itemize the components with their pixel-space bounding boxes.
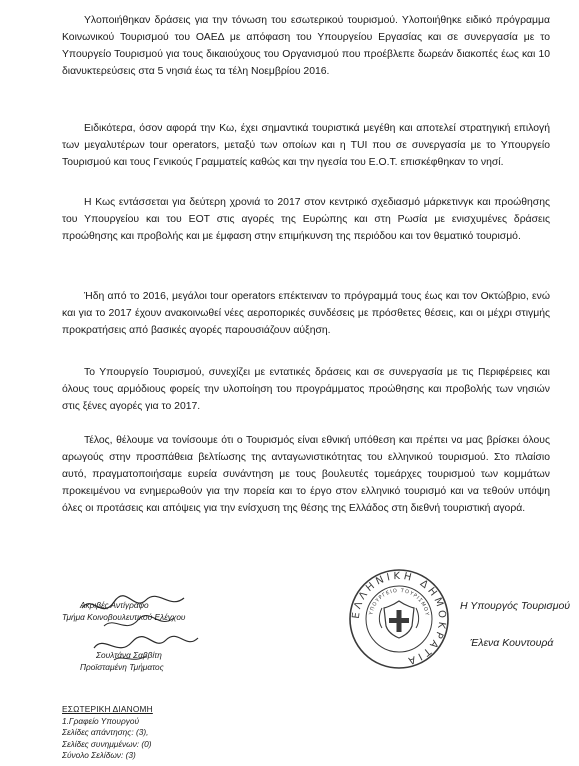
distribution-line: 1.Γραφείο Υπουργού xyxy=(62,715,140,726)
copy-cert-line4: Προϊσταμένη Τμήματος xyxy=(80,662,164,672)
stamp-outer-text: ΕΛΛΗΝΙΚΗ ΔΗΜΟΚΡΑΤΙΑ xyxy=(350,570,448,667)
distribution-line: Σελίδες απάντησης: (3), xyxy=(62,727,149,737)
stamp-inner-text: ΥΠΟΥΡΓΕΙΟ ΤΟΥΡΙΣΜΟΥ xyxy=(368,587,430,617)
paragraph-ministry-actions: Το Υπουργείο Τουρισμού, συνεχίζει με εντατικές δράσεις και σε συνεργασία με τις Περιφέρειες και όλους τους αρμόδιους φορείς την υλοποίηση του προγράμματος προώθησης και προβολής των νησιών στις ξένες αγορές για το 2017. xyxy=(62,367,550,412)
copy-cert-line1: Ακριβές Αντίγραφο xyxy=(80,600,149,610)
paragraph-kos: Ειδικότερα, όσον αφορά την Κω, έχει σημαντικά τουριστικά μεγέθη και αποτελεί στρατηγική επιλογή των μεγαλυτέρων tour operators, μεταξύ των οποίων και η TUI που σε συνεργασία με το Υπουργείο Τουρισμού και τους Γενικούς Γραμματείς καθώς και την ηγεσία του Ε.Ο.Τ. επισκέφθηκαν το νησί. xyxy=(62,123,550,168)
paragraph-kos-2017: Η Κως εντάσσεται για δεύτερη χρονιά το 2017 στον κεντρικό σχεδιασμό μάρκετινγκ και προώθησης του Υπουργείου και του ΕΟΤ στις αγορές της Ευρώπης και στη Ρωσία με ενισχυμένες δράσεις προώθησης και προβολής και με έμφαση στην επιμήκυνση της περιόδου και τον θεματικό τουρισμό. xyxy=(62,197,550,242)
distribution-line: Σύνολο Σελίδων: (3) xyxy=(62,750,136,760)
paragraph-tour-operators: Ήδη από το 2016, μεγάλοι tour operators επέκτειναν το πρόγραμμά τους έως και τον Οκτώβριο, ενώ και για το 2017 έχουν ανακοινωθεί νέες αεροπορικές συνδέσεις με πρόσθετες θέσεις, και οι μέχρι στιγμής προκρατήσεις από βασικές αγορές παρουσιάζουν αύξηση. xyxy=(62,291,550,336)
signature-title: Η Υπουργός Τουρισμού xyxy=(460,600,571,612)
coat-of-arms-icon xyxy=(379,601,418,638)
distribution-title: ΕΣΩΤΕΡΙΚΗ ΔΙΑΝΟΜΗ xyxy=(62,704,153,714)
signature-name: Έλενα Κουντουρά xyxy=(470,637,554,649)
official-stamp xyxy=(348,568,450,670)
copy-cert-line3: Σουλτάνα Σαββίτη xyxy=(96,650,162,660)
internal-distribution xyxy=(62,704,153,762)
distribution-line: Σελίδες συνημμένων: (0) xyxy=(62,738,152,749)
paragraph-conclusion: Τέλος, θέλουμε να τονίσουμε ότι ο Τουρισμός είναι εθνική υπόθεση και πρέπει να μας βρίσκει όλους αρωγούς στην προσπάθεια βελτίωσης της ανταγωνιστικότητας του ελληνικού τουρισμού. Στο πλαίσιο αυτό, πραγματοποιήσαμε ευρεία συνάντηση με τους βουλευτές τομεάρχες τουρισμού των κομμάτων προκειμένου να ενημερωθούν για την πορεία και το έργο στον ελληνικό τουρισμό και να τεθούν υπόψη όλες οι προτάσεις και απόψεις για την ενίσχυση της θέσης της Ελλάδος στη διεθνή τουριστική αγορά. xyxy=(62,435,550,514)
paragraph-domestic-tourism: Υλοποιήθηκαν δράσεις για την τόνωση του εσωτερικού τουρισμού. Υλοποιήθηκε ειδικό πρόγραμμα Κοινωνικού Τουρισμού του ΟΑΕΔ με απόφαση του Υπουργείου Εργασίας και σε συνεργασία με το Υπουργείο Τουρισμού για τους δικαιούχους του Οργανισμού που προέβλεπε δωρεάν διακοπές έως και 10 διανυκτερεύσεις στα 5 νησιά έως τα τέλη Νοεμβρίου 2016. xyxy=(62,15,550,77)
copy-cert-line2: Τμήμα Κοινοβουλευτικού Ελέγχου xyxy=(62,612,186,622)
